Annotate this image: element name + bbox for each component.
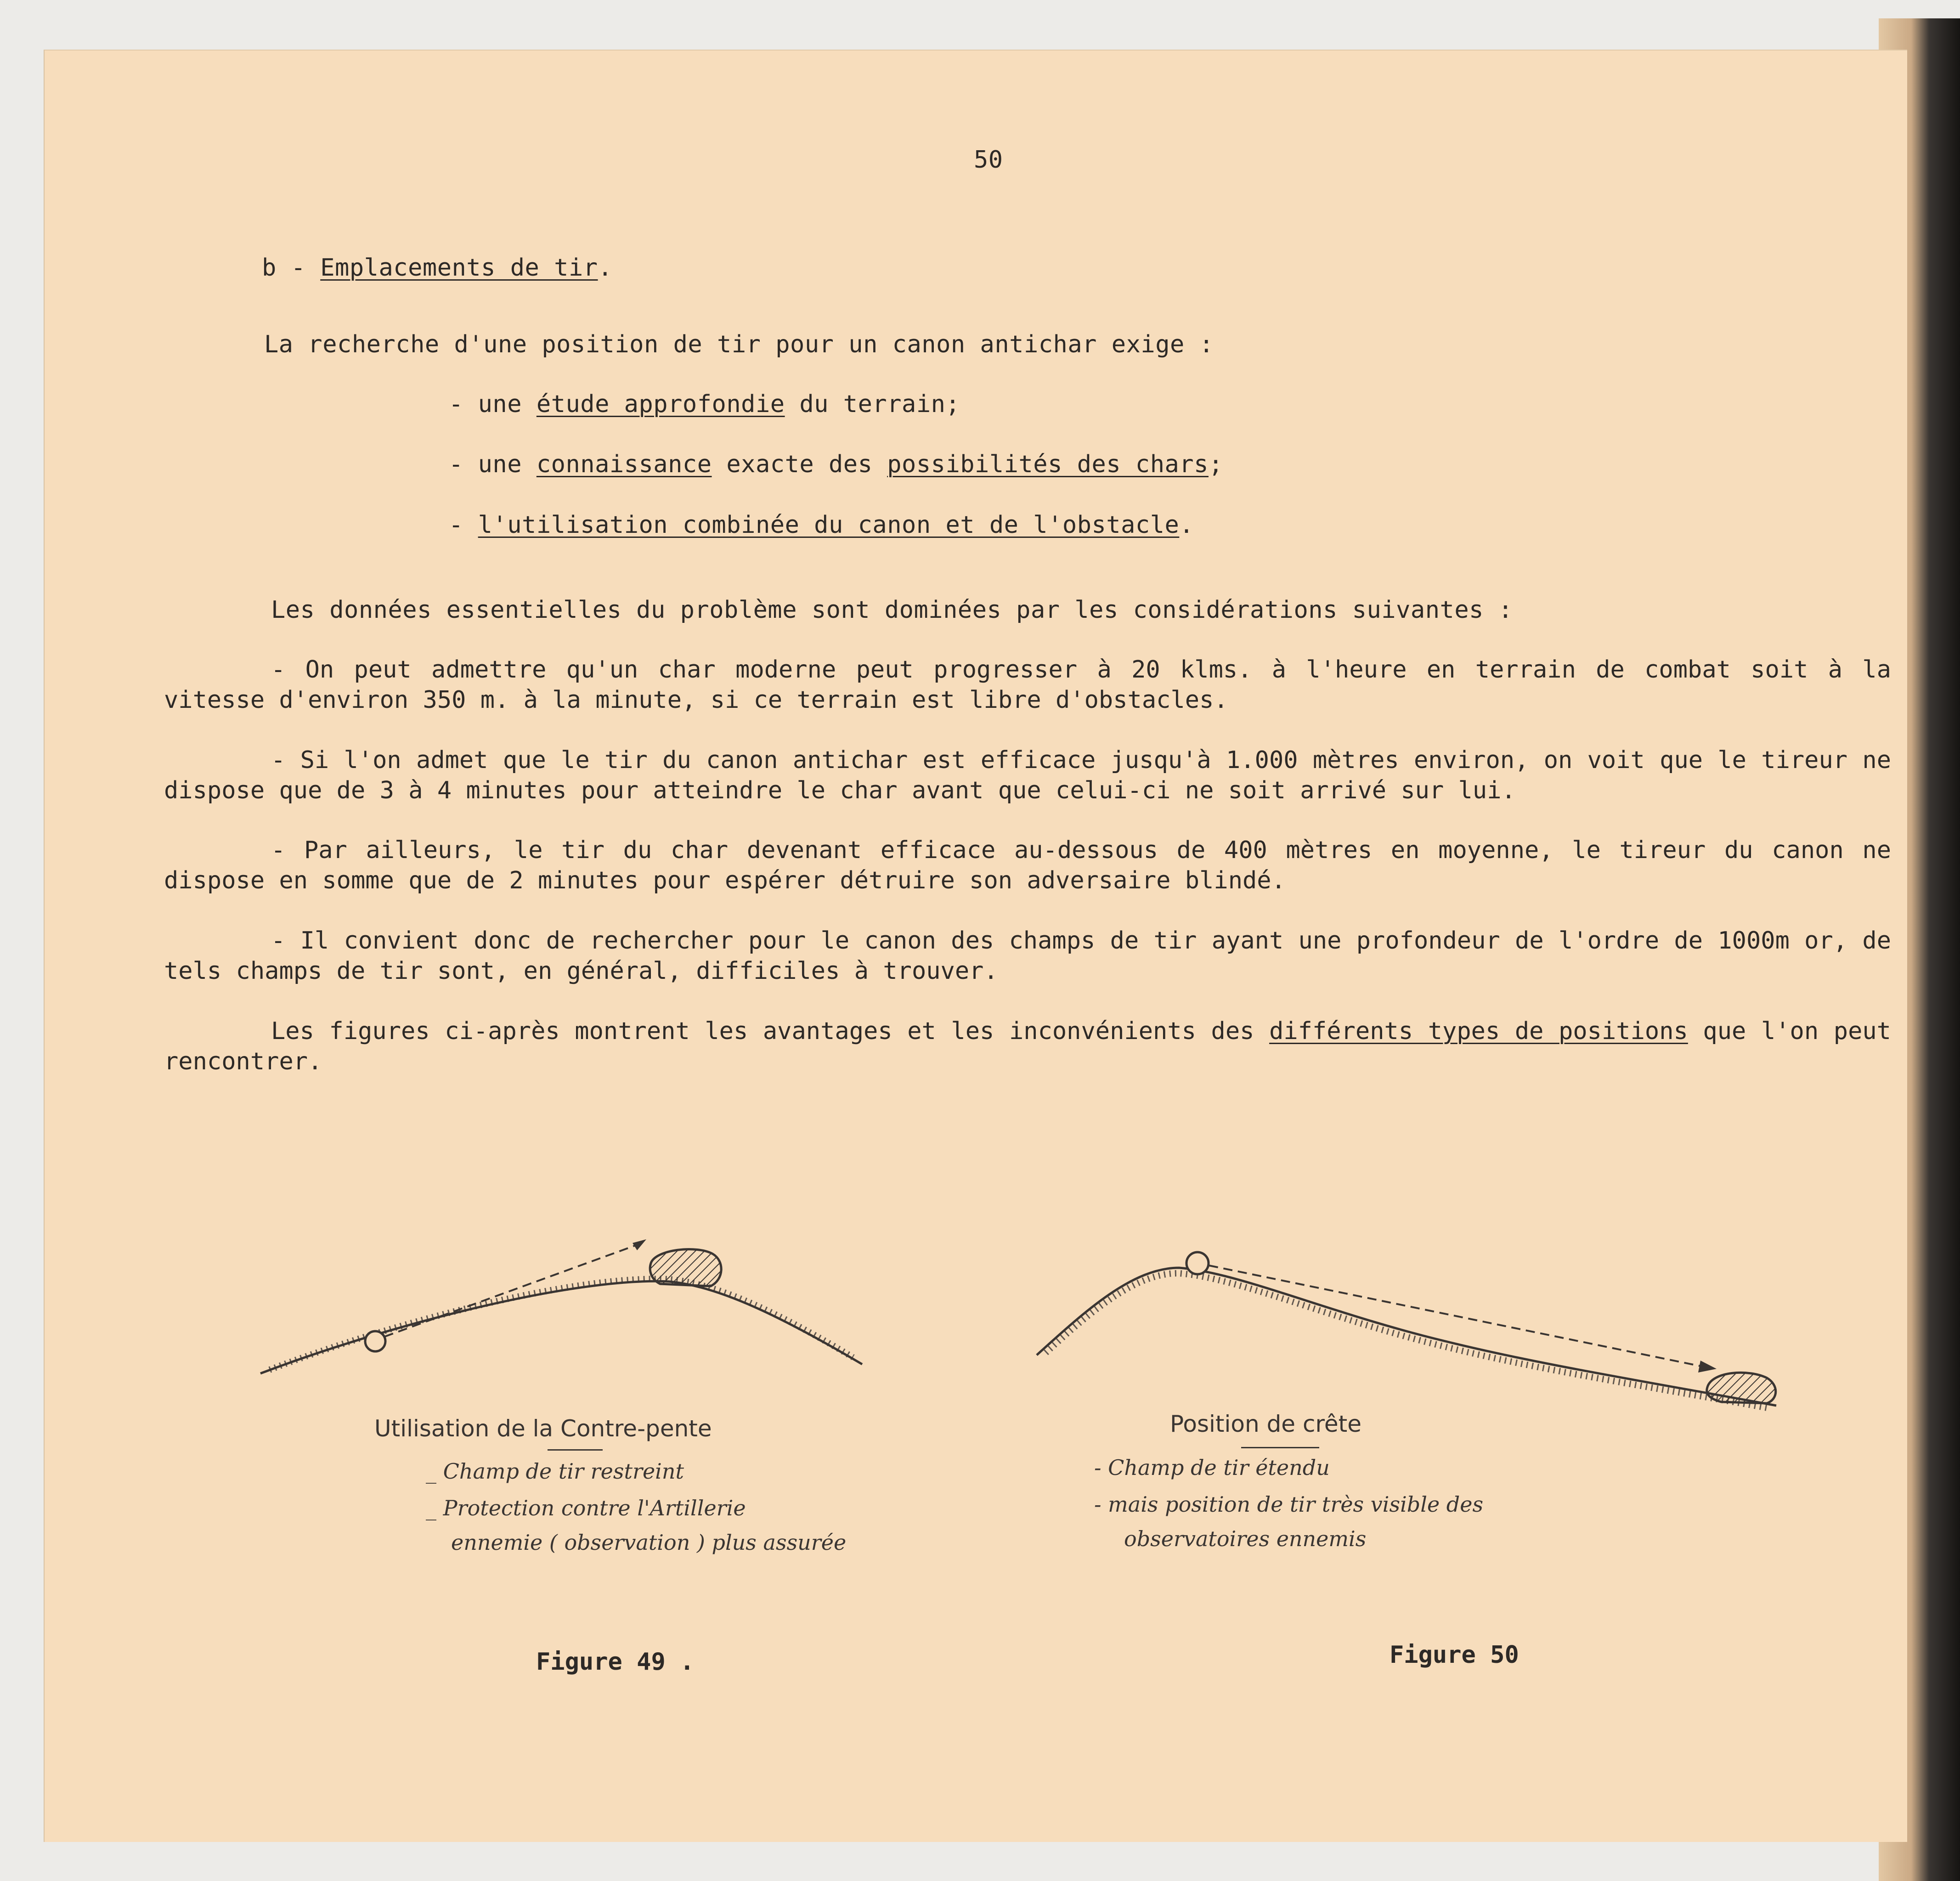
bullet-suffix: . xyxy=(1179,511,1194,539)
page-number: 50 xyxy=(974,146,1003,174)
ground-profile xyxy=(1037,1268,1776,1406)
bullet-middle: exacte des xyxy=(712,451,887,478)
figure-49-caption-rule xyxy=(548,1449,603,1451)
bullet-prefix: - une xyxy=(449,390,537,418)
figure-50-note: - mais position de tir très visible des xyxy=(1094,1492,1484,1517)
bullet-underlined: connaissance xyxy=(536,451,712,478)
section-suffix: . xyxy=(598,254,613,282)
bullet-underlined: étude approfondie xyxy=(536,390,785,418)
section-prefix: b - xyxy=(262,254,321,282)
bullet-prefix: - xyxy=(449,511,478,539)
bullet-underlined: l'utilisation combinée du canon et de l'obstacle xyxy=(478,511,1180,539)
tank-symbol xyxy=(650,1249,721,1286)
line-of-fire xyxy=(1209,1265,1703,1367)
paragraph: - Par ailleurs, le tir du char devenant efficace au-dessous de 400 mètres en moyenne, le tireur du canon ne dispose en somme que de 2 minutes pour espérer détruire son adversaire blindé. xyxy=(164,836,1891,894)
figure-50-drawing xyxy=(1032,1194,1813,1424)
figure-50-note: - Champ de tir étendu xyxy=(1094,1455,1330,1480)
figure-49-note: _ Champ de tir restreint xyxy=(426,1459,684,1484)
figures-intro-underlined: différents types de positions xyxy=(1269,1017,1688,1045)
figures-intro-prefix: Les figures ci-après montrent les avantages et les inconvénients des xyxy=(271,1017,1270,1045)
document-page xyxy=(44,50,1907,1842)
figure-49-note: ennemie ( observation ) plus assurée xyxy=(451,1530,847,1555)
arrow-head xyxy=(1698,1361,1717,1373)
tank-symbol xyxy=(1707,1373,1776,1403)
ground-hatching xyxy=(1046,1273,1767,1408)
figure-49-label: Figure 49 . xyxy=(536,1648,695,1676)
figures-intro-suffix: que l'on peut rencontrer. xyxy=(164,1017,1891,1075)
bullet-prefix: - une xyxy=(449,451,537,478)
bullet-underlined-2: possibilités des chars xyxy=(887,451,1209,478)
paragraph: - Il convient donc de rechercher pour le canon des champs de tir ayant une profondeur de l'ordre de 1000m or, de tels champs de tir sont, en général, difficiles à trouver. xyxy=(164,927,1891,985)
paragraph: - Si l'on admet que le tir du canon antichar est efficace jusqu'à 1.000 mètres environ, on voit que le tireur ne dispose que de 3 à 4 minutes pour atteindre le char avant que celui-ci ne soit arrivé sur lui. xyxy=(164,746,1891,804)
anti-tank-gun-marker xyxy=(365,1331,385,1351)
bullet-item xyxy=(449,389,960,419)
figure-49-note: _ Protection contre l'Artillerie xyxy=(426,1496,746,1520)
section-heading xyxy=(262,253,612,283)
arrow-head xyxy=(633,1239,646,1250)
anti-tank-gun-marker xyxy=(1186,1252,1209,1274)
considerations-heading: Les données essentielles du problème sont dominées par les considérations suivantes : xyxy=(271,596,1513,624)
bullet-item xyxy=(449,449,1223,480)
bullet-suffix: du terrain; xyxy=(785,390,960,418)
figure-50-label: Figure 50 xyxy=(1390,1641,1519,1669)
section-title: Emplacements de tir xyxy=(320,254,598,282)
bullet-suffix: ; xyxy=(1208,451,1223,478)
intro-text: La recherche d'une position de tir pour un canon antichar exige : xyxy=(264,331,1214,358)
ground-profile xyxy=(260,1281,862,1373)
figure-50-note: observatoires ennemis xyxy=(1124,1526,1367,1551)
paragraph: - On peut admettre qu'un char moderne peut progresser à 20 klms. à l'heure en terrain de combat soit à la vitesse d'environ 350 m. à la minute, si ce terrain est libre d'obstacles. xyxy=(164,656,1891,714)
figure-50-caption-rule xyxy=(1241,1447,1319,1448)
bullet-item xyxy=(449,510,1194,540)
figure-49-drawing xyxy=(256,1190,881,1392)
ground-hatching xyxy=(270,1279,853,1370)
figures-intro xyxy=(164,1016,1891,1077)
figure-49-caption-title: Utilisation de la Contre-pente xyxy=(374,1415,712,1442)
figure-50-caption-title: Position de crête xyxy=(1170,1411,1362,1437)
